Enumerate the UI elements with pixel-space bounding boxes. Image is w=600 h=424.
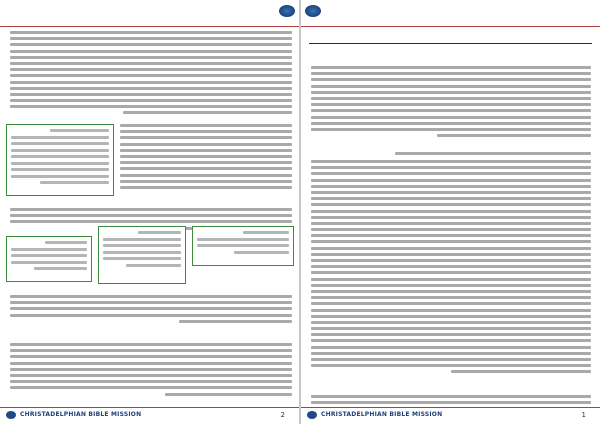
page-header (301, 0, 600, 27)
paragraph-block (311, 152, 591, 158)
quote-box (6, 124, 114, 196)
paragraph-block (10, 31, 292, 118)
quote-box (6, 236, 92, 282)
page-footer (0, 407, 299, 424)
footer-text: CHRISTADELPHIAN BIBLE MISSION (20, 411, 142, 418)
page-footer (301, 407, 600, 424)
globe-logo-icon (305, 5, 321, 17)
page-number: 2 (280, 411, 285, 419)
globe-logo-icon (279, 5, 295, 17)
paragraph-block (311, 66, 591, 140)
footer-text: CHRISTADELPHIAN BIBLE MISSION (321, 411, 443, 418)
page-header (0, 0, 299, 27)
paragraph-block (10, 295, 292, 326)
globe-logo-icon (6, 411, 16, 419)
page-right (301, 0, 600, 424)
paragraph-block (311, 395, 591, 407)
page-number: 1 (581, 411, 586, 419)
quote-box (98, 226, 186, 284)
numbered-list (311, 160, 591, 377)
paragraph-block (120, 124, 292, 192)
lesson-title (309, 31, 592, 44)
page-left (0, 0, 299, 424)
paragraph-block (10, 343, 292, 399)
globe-logo-icon (307, 411, 317, 419)
quote-box (192, 226, 294, 266)
